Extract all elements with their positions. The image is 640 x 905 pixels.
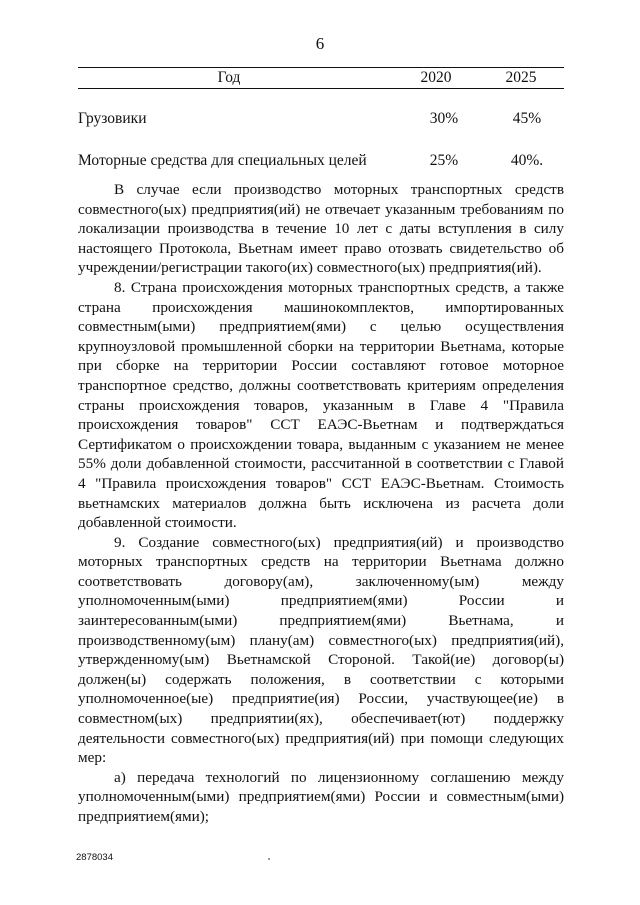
document-body bbox=[78, 180, 564, 827]
paragraph-localization-requirement: В случае если производство моторных транспортных средств совместного(ых) предприятия(ий) не отвечает указанным требованиям по локализации производства в течение 10 лет с даты вступления в силу настоящего Протокола, Вьетнам имеет право отозвать свидетельство об учреждении/регистрации такого(их) совместного(ых) предприятия(ий). bbox=[78, 181, 564, 277]
row-value-2025: 45% bbox=[512, 110, 542, 127]
paragraph-8-country-of-origin: 8. Страна происхождения моторных транспортных средств, а также страна происхождения машинокомплектов, импортированных совместным(ыми) предприятием(ями) с целью осуществления крупноузловой промышленной сборки на территории Вьетнама, которые при сборке на территории России составляют готовое моторное транспортное средство, должны соответствовать критериям определения страны происхождения товаров, указанным в Главе 4 "Правила происхождения товаров" ССТ ЕАЭС-Вьетнам и подтверждаться Сертификатом о происхождении товара, выданным с указанием не менее 55% доли добавленной стоимости, рассчитанной в соответствии с Главой 4 "Правила происхождения товаров" ССТ ЕАЭС-Вьетнам. Стоимость вьетнамских материалов должна быть исключена из расчета доли добавленной стоимости. bbox=[78, 278, 564, 532]
row-name: Моторные средства для специальных целей bbox=[78, 152, 367, 169]
localization-table bbox=[78, 67, 564, 173]
table-spacer bbox=[78, 131, 564, 149]
row-value-2025: 40%. bbox=[510, 152, 544, 169]
table-row bbox=[78, 149, 564, 173]
table-row bbox=[78, 107, 564, 131]
column-header-2020: 2020 bbox=[394, 68, 478, 89]
paragraph-9a-technology-transfer: а) передача технологий по лицензионному соглашению между уполномоченным(ыми) предприятием(ями) России и совместным(ыми) предприятием(ями); bbox=[78, 768, 564, 825]
column-header-2025: 2025 bbox=[478, 68, 564, 89]
row-name: Грузовики bbox=[78, 110, 147, 127]
column-header-year: Год bbox=[78, 68, 394, 89]
scan-speck bbox=[268, 858, 270, 860]
row-value-2020: 25% bbox=[429, 152, 459, 169]
table-header-row bbox=[78, 68, 564, 89]
footer-document-code: 2878034 bbox=[76, 852, 113, 863]
table-spacer bbox=[78, 89, 564, 108]
page-number: 6 bbox=[315, 34, 325, 53]
paragraph-9-joint-venture: 9. Создание совместного(ых) предприятия(ий) и производство моторных транспортных средств на территории Вьетнама должно соответствовать договору(ам), заключенному(ым) между уполномоченным(ыми) предприятием(ями) России и заинтересованным(ыми) предприятием(ями) Вьетнама, и производственному(ым) плану(ам) совместного(ых) предприятия(ий), утвержденному(ым) Вьетнамской Стороной. Такой(ие) договор(ы) должен(ы) содержать положения, в соответствии с которыми уполномоченное(ые) предприятие(ия) России, участвующее(ие) в совместном(ых) предприятии(ях), обеспечивает(ют) поддержку деятельности совместного(ых) предприятия(ий) при помощи следующих мер: bbox=[78, 533, 564, 767]
row-value-2020: 30% bbox=[429, 110, 459, 127]
